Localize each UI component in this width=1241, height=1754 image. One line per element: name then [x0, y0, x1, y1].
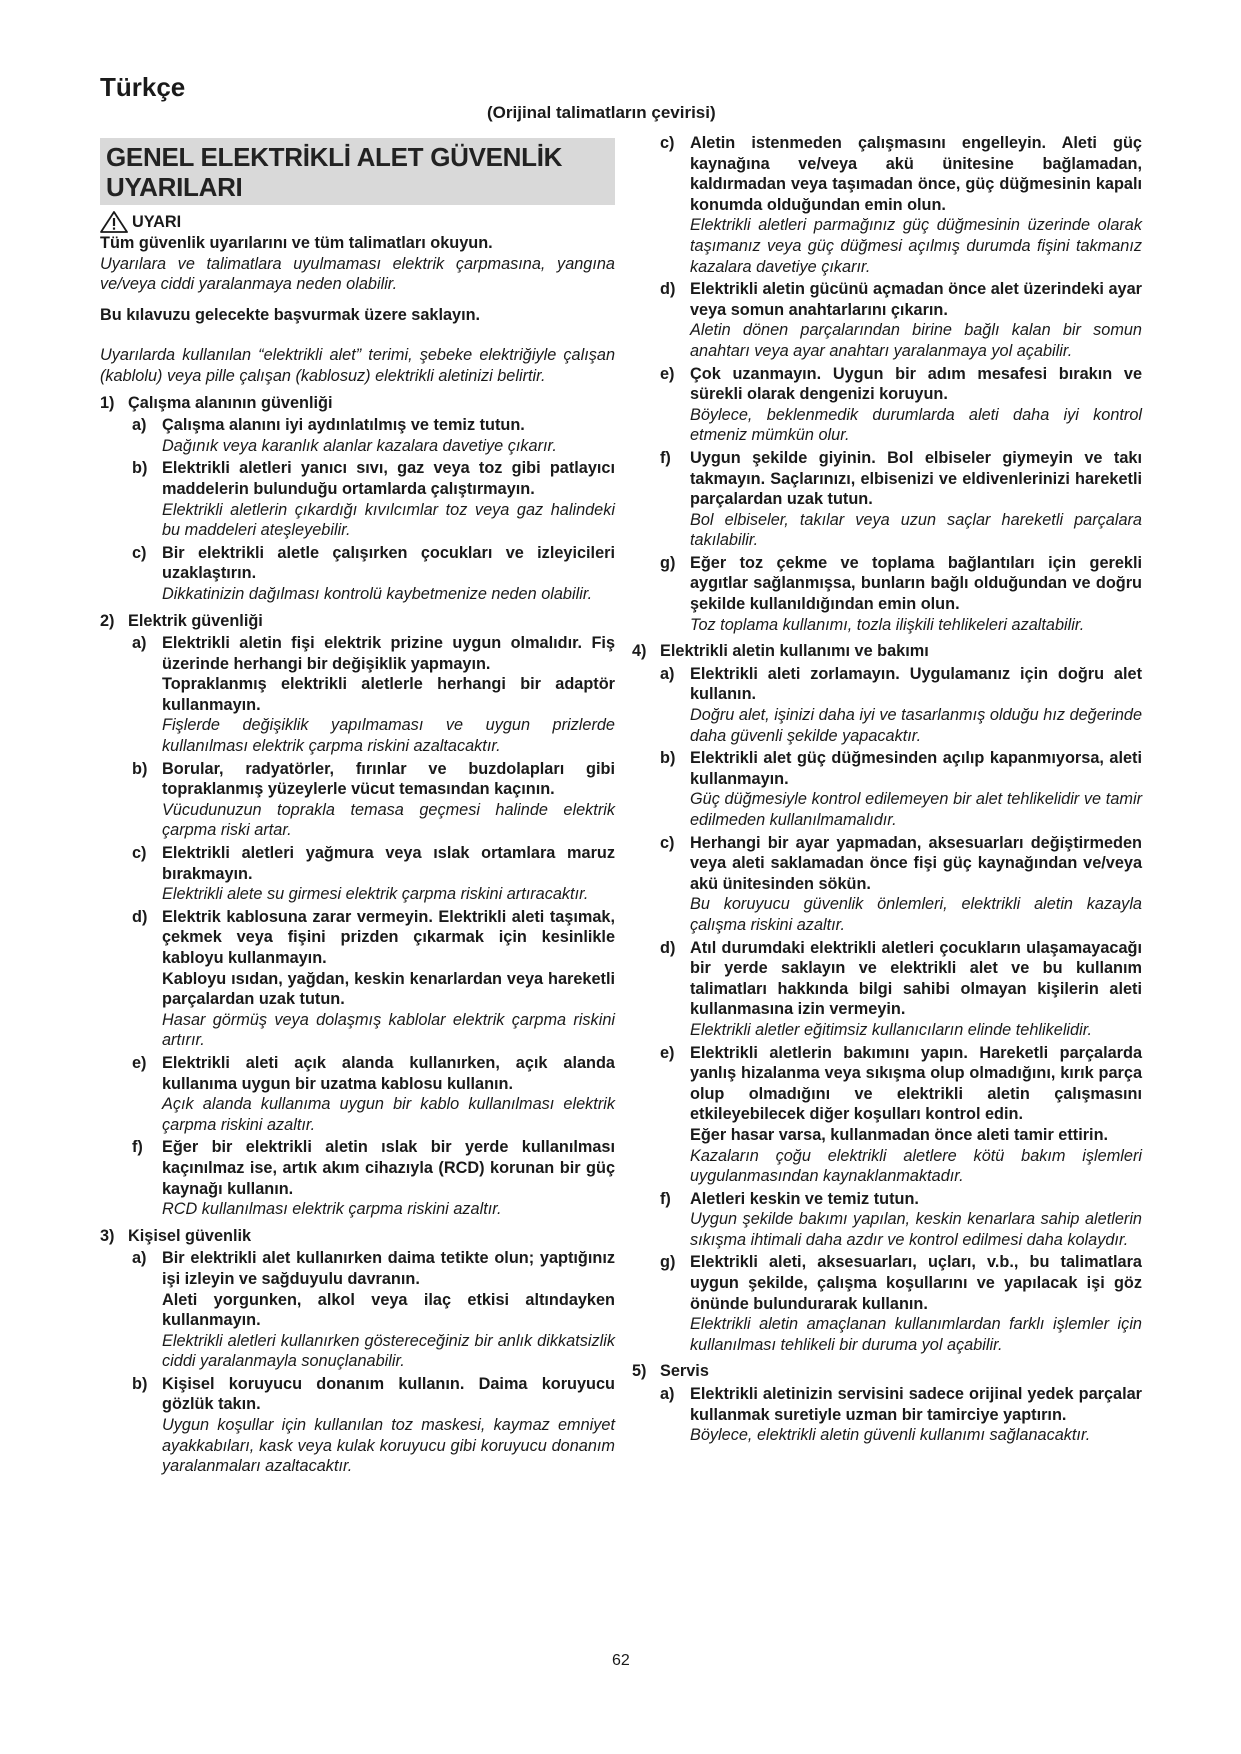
- list-item: [100, 843, 615, 905]
- item-instruction: Elektrikli aleti açık alanda kullanırken, açık alanda kullanıma uygun bir uzatma kablosu kullanın.: [162, 1053, 615, 1093]
- item-instruction: Elektrikli aletin fişi elektrik prizine uygun olmalıdır. Fiş üzerinde herhangi bir değişiklik yapmayın.: [162, 634, 615, 673]
- item-explanation: Fişlerde değişiklik yapılmaması ve uygun prizlerde kullanılması elektrik çarpma riskini azaltacaktır.: [162, 716, 615, 756]
- item-instruction: Elektrikli alet güç düğmesinden açılıp kapanmıyorsa, aleti kullanmayın.: [690, 749, 1142, 788]
- item-explanation: Kazaların çoğu elektrikli aletlere kötü bakım işlemleri uygulanmasından kaynaklanmaktadır.: [690, 1146, 1142, 1186]
- item-instruction: Elektrikli aletinizin servisini sadece orijinal yedek parçalar kullanmak suretiyle uzman bir tamirciye yaptırın.: [690, 1385, 1142, 1424]
- section-heading: [100, 1226, 615, 1247]
- item-instruction: Herhangi bir ayar yapmadan, aksesuarları değiştirmeden veya aleti saklamadan önce fişi güç kaynağından ve/veya akü ünitesinden sökün.: [690, 833, 1142, 893]
- item-marker: a): [132, 634, 147, 653]
- banner-title-line1: GENEL ELEKTRİKLİ ALET GÜVENLİK: [106, 142, 563, 172]
- intro-read-all: Tüm güvenlik uyarılarını ve tüm talimatları okuyun.: [100, 234, 493, 252]
- warning-heading: [100, 211, 615, 233]
- item-marker: e): [660, 364, 675, 383]
- section-title: Çalışma alanının güvenliği: [128, 393, 333, 412]
- item-marker: c): [660, 134, 675, 152]
- list-item: [632, 1189, 1142, 1251]
- item-instruction: Kabloyu ısıdan, yağdan, keskin kenarlardan veya hareketli parçalardan uzak tutun.: [162, 969, 615, 1009]
- warning-label: UYARI: [132, 212, 182, 231]
- intro-term-definition: Uyarılarda kullanılan “elektrikli alet” terimi, şebeke elektriğiyle çalışan (kablolu) veya pille çalışan (kablosuz) elektrikli aletinizi belirtir.: [100, 346, 615, 385]
- item-marker: b): [132, 1374, 148, 1393]
- item-instruction: Elektrik kablosuna zarar vermeyin. Elektrikli aleti taşımak, çekmek veya fişini prizden çıkarmak için kesinlikle kabloyu kullanmayın.: [162, 907, 615, 967]
- item-instruction: Aletleri keskin ve temiz tutun.: [690, 1189, 919, 1208]
- item-explanation: Dağınık veya karanlık alanlar kazalara davetiye çıkarır.: [162, 436, 557, 455]
- item-instruction: Uygun şekilde giyinin. Bol elbiseler giymeyin ve takı takmayın. Saçlarınızı, elbisenizi ve eldivenlerinizi hareketli parçalardan uzak tutun.: [690, 448, 1142, 509]
- subtitle: (Orijinal talimatların çevirisi): [487, 103, 716, 122]
- item-marker: c): [660, 833, 675, 852]
- item-explanation: Elektrikli aletlerin çıkardığı kıvılcımlar toz veya gaz halindeki bu maddeleri ateşleyebilir.: [162, 500, 615, 540]
- item-explanation: Dikkatinizin dağılması kontrolü kaybetmenize neden olabilir.: [162, 584, 593, 603]
- list-item: [632, 1384, 1142, 1446]
- item-instruction: Bir elektrikli alet kullanırken daima tetikte olun; yaptığınız işi izleyin ve sağduyulu davranın.: [162, 1249, 615, 1288]
- list-item: [632, 664, 1142, 746]
- item-instruction: Kişisel koruyucu donanım kullanın. Daima koruyucu gözlük takın.: [162, 1374, 615, 1414]
- item-explanation: Elektrikli aletleri parmağınız güç düğmesinin üzerinde olarak taşımanız veya güç düğmesi açılmış durumda fişini takmanız kazalara davetiye çıkarır.: [690, 216, 1142, 276]
- item-instruction: Bir elektrikli aletle çalışırken çocukları ve izleyicileri uzaklaştırın.: [162, 543, 615, 583]
- list-item: [100, 415, 615, 456]
- list-item: [632, 1043, 1142, 1187]
- list-item: [100, 1053, 615, 1135]
- section-title: Kişisel güvenlik: [128, 1226, 252, 1245]
- list-item: [632, 748, 1142, 830]
- list-item: [100, 1137, 615, 1219]
- item-instruction: Eğer bir elektrikli aletin ıslak bir yerde kullanılması kaçınılmaz ise, artık akım cihazıyla (RCD) korunan bir güç kaynağı kullanın.: [162, 1138, 615, 1198]
- item-explanation: Toz toplama kullanımı, tozla ilişkili tehlikeleri azaltabilir.: [690, 615, 1085, 634]
- item-marker: c): [132, 543, 147, 562]
- item-instruction: Eğer toz çekme ve toplama bağlantıları için gerekli aygıtlar sağlanmışsa, bunların bağlı olduğundan ve doğru şekilde kullanıldığından emin olun.: [690, 553, 1142, 614]
- list-item: [632, 553, 1142, 635]
- item-explanation: Uygun şekilde bakımı yapılan, keskin kenarlara sahip aletlerin sıkışma ihtimali daha azdır ve kontrol edilmesi daha kolaydır.: [690, 1210, 1142, 1249]
- item-explanation: Güç düğmesiyle kontrol edilemeyen bir alet tehlikelidir ve tamir edilmeden kullanılmamalıdır.: [690, 790, 1142, 829]
- list-item: [632, 279, 1142, 361]
- item-marker: a): [660, 664, 675, 683]
- item-explanation: Elektrikli aletin amaçlanan kullanımlardan farklı işlemler için kullanılması tehlikeli bir duruma yol açabilir.: [690, 1315, 1142, 1354]
- item-explanation: Açık alanda kullanıma uygun bir kablo kullanılması elektrik çarpma riskini azaltır.: [162, 1095, 615, 1134]
- section-number: 3): [100, 1226, 115, 1245]
- section-title: Servis: [660, 1362, 709, 1381]
- item-explanation: Bu koruyucu güvenlik önlemleri, elektrikli aletin kazayla çalışma riskini azaltır.: [690, 895, 1142, 934]
- list-item: [100, 1248, 615, 1372]
- item-instruction: Eğer hasar varsa, kullanmadan önce aleti tamir ettirin.: [690, 1125, 1109, 1144]
- item-instruction: Çalışma alanını iyi aydınlatılmış ve temiz tutun.: [162, 416, 525, 435]
- item-marker: f): [660, 448, 671, 467]
- section-number: 4): [632, 642, 647, 661]
- item-marker: d): [660, 938, 676, 957]
- item-instruction: Aleti yorgunken, alkol veya ilaç etkisi altındayken kullanmayın.: [162, 1290, 615, 1330]
- item-explanation: Hasar görmüş veya dolaşmış kablolar elektrik çarpma riskini artırır.: [162, 1010, 615, 1050]
- item-instruction: Borular, radyatörler, fırınlar ve buzdolapları gibi topraklanmış yüzeylerle vücut temasından kaçının.: [162, 759, 615, 799]
- item-instruction: Elektrikli aletleri yanıcı sıvı, gaz veya toz gibi patlayıcı maddelerin bulunduğu ortamlarda çalıştırmayın.: [162, 459, 615, 498]
- list-item: [632, 938, 1142, 1041]
- list-item: [100, 759, 615, 841]
- section-number: 5): [632, 1362, 647, 1381]
- item-instruction: Aletin istenmeden çalışmasını engelleyin. Aleti güç kaynağına ve/veya akü ünitesine bağlamadan, kaldırmadan veya taşımadan önce, güç düğmesinin kapalı konumda olduğundan emin olun.: [690, 134, 1142, 214]
- item-instruction: Elektrikli aletleri yağmura veya ıslak ortamlara maruz bırakmayın.: [162, 844, 615, 883]
- item-marker: b): [132, 759, 148, 778]
- section-heading: [632, 641, 1142, 662]
- warning-triangle-icon: [100, 211, 128, 233]
- list-item: [632, 133, 1142, 277]
- item-explanation: Elektrikli aletleri kullanırken göstereceğiniz bir anlık dikkatsizlik ciddi yaralanmayla sonuçlanabilir.: [162, 1331, 615, 1371]
- item-marker: g): [660, 553, 676, 572]
- item-marker: a): [132, 416, 147, 435]
- item-marker: f): [132, 1138, 143, 1157]
- section-heading: [100, 611, 615, 632]
- item-explanation: Doğru alet, işinizi daha iyi ve tasarlanmış olduğu hız değerinde daha güvenli şekilde yapacaktır.: [690, 706, 1142, 745]
- item-explanation: Uygun koşullar için kullanılan toz maskesi, kaymaz emniyet ayakkabıları, kask veya kulak koruyucu gibi koruyucu donanım yaralanmaları azaltacaktır.: [162, 1416, 615, 1476]
- item-marker: f): [660, 1189, 671, 1208]
- item-marker: b): [132, 459, 148, 478]
- item-marker: d): [132, 907, 148, 926]
- item-explanation: Böylece, elektrikli aletin güvenli kullanımı sağlanacaktır.: [690, 1426, 1091, 1445]
- list-item: [100, 633, 615, 757]
- section-banner: [100, 138, 615, 205]
- list-item: [100, 458, 615, 540]
- item-explanation: RCD kullanılması elektrik çarpma riskini azaltır.: [162, 1200, 502, 1219]
- item-instruction: Elektrikli aletin gücünü açmadan önce alet üzerindeki ayar veya somun anahtarlarını çıkarın.: [690, 280, 1142, 319]
- item-instruction: Topraklanmış elektrikli aletlerle herhangi bir adaptör kullanmayın.: [162, 675, 615, 714]
- intro-consequence: Uyarılara ve talimatlara uyulmaması elektrik çarpmasına, yangına ve/veya ciddi yaralanmaya neden olabilir.: [100, 254, 615, 294]
- item-marker: a): [660, 1385, 675, 1404]
- item-instruction: Elektrikli aleti, aksesuarları, uçları, v.b., bu talimatlara uygun şekilde, çalışma koşullarını ve yapılacak işi göz önünde bulundurarak kullanın.: [690, 1253, 1142, 1313]
- left-column: [100, 133, 615, 1477]
- banner-title: [106, 142, 609, 202]
- section-heading: [100, 393, 615, 414]
- banner-title-line2: UYARILARI: [106, 172, 243, 202]
- item-explanation: Elektrikli aletler eğitimsiz kullanıcıların elinde tehlikelidir.: [690, 1020, 1093, 1039]
- intro-keep-manual: Bu kılavuzu gelecekte başvurmak üzere saklayın.: [100, 305, 481, 324]
- list-item: [100, 543, 615, 605]
- item-explanation: Bol elbiseler, takılar veya uzun saçlar hareketli parçalara takılabilir.: [690, 510, 1142, 550]
- section-heading: [632, 1361, 1142, 1382]
- page-number: 62: [612, 1652, 630, 1669]
- list-item: [632, 448, 1142, 551]
- item-marker: e): [132, 1053, 147, 1072]
- section-number: 1): [100, 393, 115, 412]
- item-marker: b): [660, 749, 676, 768]
- list-item: [632, 833, 1142, 936]
- item-explanation: Böylece, beklenmedik durumlarda aleti daha iyi kontrol etmeniz mümkün olur.: [690, 405, 1142, 445]
- item-marker: c): [132, 844, 147, 863]
- item-instruction: Atıl durumdaki elektrikli aletleri çocukların ulaşamayacağı bir yerde saklayın ve elektrikli alet ve bu kullanım talimatları hakkında bilgi sahibi olmayan kişilerin aleti kullanmasına izin vermeyin.: [690, 938, 1142, 1019]
- section-title: Elektrikli aletin kullanımı ve bakımı: [660, 642, 929, 661]
- item-instruction: Çok uzanmayın. Uygun bir adım mesafesi bırakın ve sürekli olarak dengenizi koruyun.: [690, 364, 1142, 404]
- item-instruction: Elektrikli aleti zorlamayın. Uygulamanız için doğru alet kullanın.: [690, 664, 1142, 704]
- list-item: [100, 907, 615, 1051]
- list-item: [632, 364, 1142, 446]
- right-column: [632, 133, 1142, 1446]
- section-number: 2): [100, 611, 115, 630]
- item-instruction: Elektrikli aletlerin bakımını yapın. Hareketli parçalarda yanlış hizalanma veya sıkışma olup olmadığını, kırık parça olup olmadığını ve elektrikli aletin çalışmasını etkileyebilecek diğer koşulları kontrol edin.: [690, 1043, 1142, 1124]
- list-item: [100, 1374, 615, 1477]
- list-item: [632, 1252, 1142, 1355]
- section-title: Elektrik güvenliği: [128, 611, 263, 630]
- item-marker: a): [132, 1249, 147, 1268]
- item-marker: g): [660, 1253, 676, 1272]
- item-marker: d): [660, 280, 676, 299]
- item-explanation: Aletin dönen parçalarından birine bağlı kalan bir somun anahtarı veya ayar anahtarı yaralanmaya yol açabilir.: [690, 321, 1142, 360]
- item-explanation: Elektrikli alete su girmesi elektrik çarpma riskini artıracaktır.: [162, 885, 589, 904]
- item-marker: e): [660, 1043, 675, 1062]
- page-title: Türkçe: [100, 72, 186, 102]
- item-explanation: Vücudunuzun toprakla temasa geçmesi halinde elektrik çarpma riski artar.: [162, 800, 615, 840]
